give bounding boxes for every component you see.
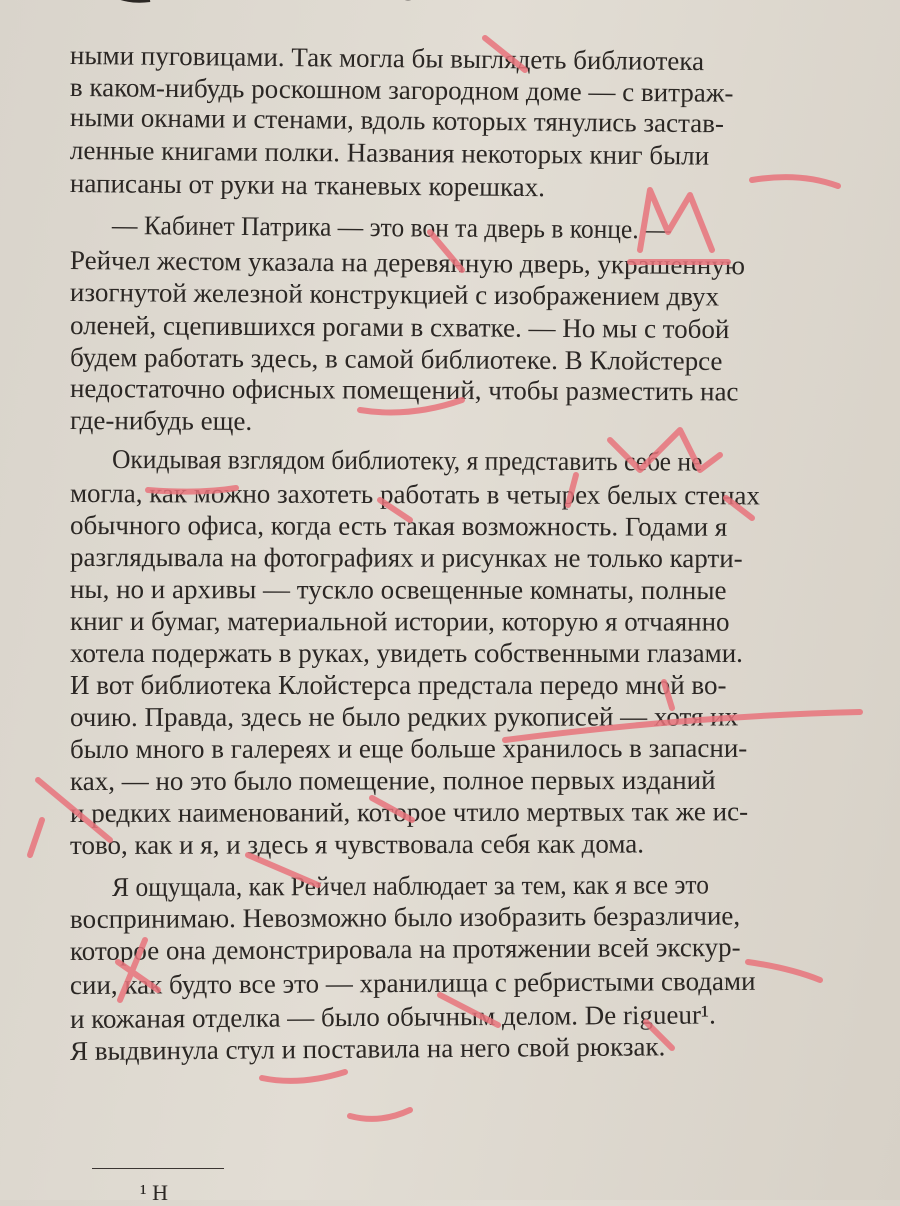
text-line: Окидывая взглядом библиотеку, я представить себе не — [111, 444, 703, 477]
footnote-rule — [92, 1168, 224, 1169]
text-line: книг и бумаг, материальной истории, которую я отчаянно — [69, 606, 730, 637]
text-line: ленные книгами полки. Названия некоторых книг были — [69, 135, 710, 171]
text-line: написаны от руки на тканевых корешках. — [69, 168, 546, 203]
text-line: оленей, сцепившихся рогами в схватке. — Но мы с тобой — [69, 310, 730, 345]
text-line: ках, — но это было помещение, полное первых изданий — [69, 764, 716, 796]
marker-stroke — [262, 1072, 345, 1081]
footnote-fragment: ¹ Н — [140, 1180, 168, 1205]
text-line: изогнутой железной конструкцией с изображением двух — [69, 277, 720, 312]
text-line: могла, как можно захотеть работать в четырех белых стенах — [69, 478, 760, 511]
marker-stroke — [350, 1110, 410, 1119]
text-line: где-нибудь еще. — [69, 405, 253, 436]
text-line: очию. Правда, здесь не было редких рукописей — хотя их — [69, 701, 739, 732]
text-line: недостаточно офисных помещений, чтобы разместить нас — [69, 373, 739, 407]
text-line: обычного офиса, когда есть такая возможность. Годами я — [69, 510, 728, 542]
text-line: ными окнами и стенами, вдоль которых тянулись застав- — [69, 102, 725, 139]
text-line: воспринимаю. Невозможно было изобразить безразличие, — [69, 900, 741, 934]
text-line: в каком-нибудь роскошном загородном доме — с витраж- — [69, 72, 734, 108]
text-line: разглядывала на фотографиях и рисунках не только карти- — [69, 542, 743, 574]
text-line: ными пуговицами. Так могла бы выглядеть библиотека — [69, 40, 705, 77]
text-line: И вот библиотека Клойстерса предстала передо мной во- — [70, 670, 727, 700]
text-line: ны, но и архивы — тускло освещенные комнаты, полные — [69, 574, 727, 606]
text-line: Я выдвинула стул и поставила на него свой рюкзак. — [69, 1031, 666, 1066]
text-line: которое она демонстрировала на протяжении всей экскур- — [69, 931, 741, 966]
text-line: будем работать здесь, в самой библиотеке. В Клойстерсе — [69, 342, 723, 376]
text-line: хотела подержать в руках, увидеть собственными глазами. — [70, 638, 743, 668]
text-line: Рейчел жестом указала на деревянную дверь, украшенную — [69, 245, 746, 281]
text-line: — Кабинет Патрика — это вон та дверь в конце. — — [111, 210, 671, 245]
cropped-heading-fragment — [60, 0, 880, 12]
text-line: Я ощущала, как Рейчел наблюдает за тем, как я все это — [111, 869, 710, 902]
text-line: тово, как и я, и здесь я чувствовала себя как дома. — [69, 828, 645, 860]
text-line: было много в галереях и еще больше хранилось в запасни- — [69, 732, 748, 764]
marker-stroke — [30, 820, 42, 855]
text-line: и кожаная отделка — было обычным делом. De rigueur¹. — [69, 999, 716, 1034]
text-line: и редких наименований, которое чтило мертвых так же ис- — [69, 796, 749, 828]
text-line: сии, как будто все это — хранилища с ребристыми сводами — [69, 965, 756, 1000]
